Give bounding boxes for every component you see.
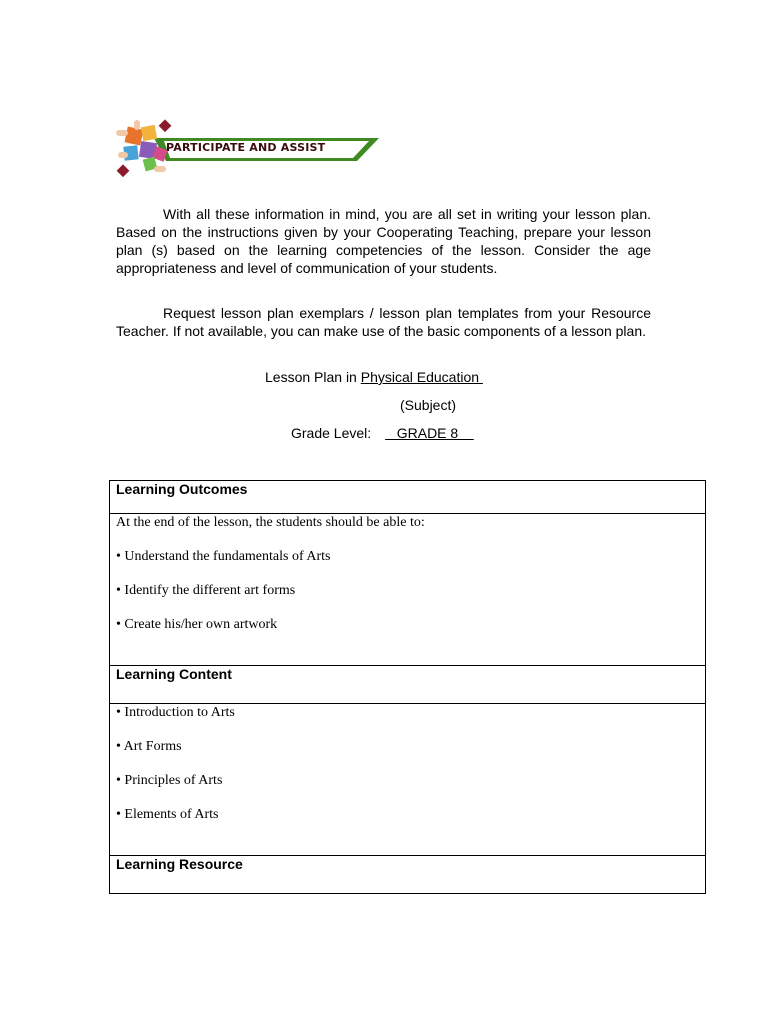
list-item: • Principles of Arts [116,773,223,788]
subject-value: Physical Education [360,369,483,385]
lesson-plan-subject-line [265,369,483,385]
list-item: • Understand the fundamentals of Arts [116,549,331,564]
logo-label: PARTICIPATE AND ASSIST [166,141,326,154]
intro-paragraph-2: Request lesson plan exemplars / lesson plan templates from your Resource Teacher. If not available, you can make use of the basic components of a lesson plan. [116,305,651,339]
subject-caption: (Subject) [400,397,457,413]
list-item: • Art Forms [116,739,182,754]
list-item: • Create his/her own artwork [116,617,278,632]
learning-outcomes-body [110,514,706,666]
grade-level-value: GRADE 8 [385,425,474,441]
learning-content-body [110,704,706,856]
list-item: • Introduction to Arts [116,705,235,720]
list-item: • Elements of Arts [116,807,219,822]
learning-resource-heading: Learning Resource [110,856,706,894]
lesson-plan-table [109,480,706,894]
grade-level-label: Grade Level: [291,425,372,441]
learning-outcomes-heading: Learning Outcomes [110,481,706,514]
lesson-plan-prefix: Lesson Plan in [265,369,361,385]
intro-paragraph-1: With all these information in mind, you are all set in writing your lesson plan. Based on the instructions given by your Cooperating Teaching, prepare your lesson plan (s) based on the learning competencies of the lesson. Consider the age appropriateness and level of communication of your students. [116,206,651,276]
learning-content-heading: Learning Content [110,666,706,704]
grade-level-line [291,425,474,441]
learning-outcomes-intro: At the end of the lesson, the students should be able to: [116,515,425,530]
list-item: • Identify the different art forms [116,583,296,598]
participate-and-assist-logo [114,118,382,180]
